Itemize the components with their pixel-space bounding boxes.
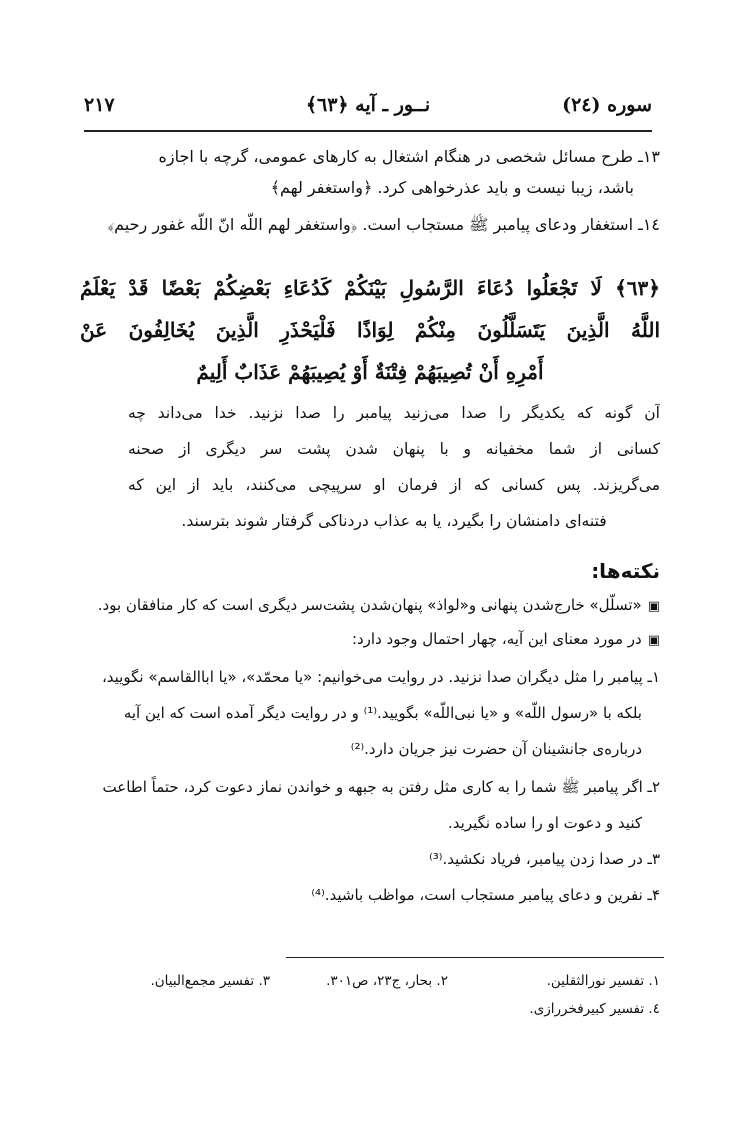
header-divider	[84, 130, 652, 132]
footnote-divider	[286, 957, 664, 958]
verse-line-2: اللَّهُ الَّذِينَ يَتَسَلَّلُونَ مِنْكُمْ لِوَاذًا فَلْيَحْذَرِ الَّذِينَ يُخَالِفُونَ عَنْ	[80, 318, 660, 342]
point-13-line-1: ١٣ـ طرح مسائل شخصی در هنگام اشتغال به کارهای عمومی، گرچه با اجازه	[158, 147, 660, 166]
bullet-square-icon: ▣	[647, 633, 660, 648]
numbered-note-1-line-2: بلکه با «رسول اللّه» و «یا نبی‌اللّه» بگویید.⁽¹⁾ و در روایت دیگر آمده است که این آیه	[123, 704, 642, 722]
point-13-line-2: باشد، زیبا نیست و باید عذرخواهی کرد. ﴿واستغفر لهم﴾	[270, 178, 634, 197]
verse-line-1: ﴿٦٣﴾ لَا تَجْعَلُوا دُعَاءَ الرَّسُولِ بَيْنَكُمْ كَدُعَاءِ بَعْضِكُمْ بَعْضًا قَدْ يَعْلَمُ	[80, 276, 660, 300]
translation-line-3: می‌گریزند. پس کسانی که از فرمان او سرپیچی می‌کنند، باید از این که	[128, 476, 660, 494]
numbered-note-2-line-2: کنید و دعوت او را ساده نگیرید.	[448, 814, 642, 832]
note-text: «تسلّل» خارج‌شدن پنهانی و«لواذ» پنهان‌شدن پشت‌سر دیگری است که کار منافقان بود.	[97, 596, 642, 614]
page-number: ٢١٧	[84, 94, 115, 116]
verse-reference: نــور ـ آيه ﴿٦٣﴾	[305, 94, 431, 116]
translation-line-4: فتنه‌ای دامنشان را بگیرد، یا به عذاب دردناکی گرفتار شوند بترسند.	[181, 512, 607, 530]
page-header	[84, 92, 652, 126]
numbered-note-3: ٣ـ در صدا زدن پیامبر، فریاد نکشید.⁽³⁾	[429, 850, 660, 868]
notes-heading: نکته‌ها:	[591, 559, 660, 583]
bullet-square-icon: ▣	[647, 599, 660, 614]
verse-line-3: أَمْرِهِ أَنْ تُصِيبَهُمْ فِتْنَةٌ أَوْ يُصِيبَهُمْ عَذَابٌ أَلِيمٌ	[196, 360, 544, 384]
numbered-note-4: ۴ـ نفرین و دعای پیامبر مستجاب است، مواظب باشید.⁽⁴⁾	[311, 886, 660, 904]
numbered-note-2-line-1: ٢ـ اگر پیامبر ﷺ شما را به کاری مثل رفتن به جبهه و خواندن نماز دعوت کرد، حتماً اطاعت	[102, 778, 660, 796]
footnote-1: ١. تفسیر نورالثقلین.	[546, 973, 660, 989]
footnote-2: ٢. بحار، ج٢٣، ص٣٠١.	[326, 973, 448, 989]
numbered-note-1-line-3: درباره‌ی جانشینان آن حضرت نیز جریان دارد.⁽²⁾	[350, 740, 642, 758]
note-text: در مورد معنای این آیه، چهار احتمال وجود دارد:	[351, 630, 642, 648]
translation-line-1: آن گونه که یکدیگر را صدا می‌زنید پیامبر را صدا نزنید. خدا می‌داند چه	[128, 404, 660, 422]
note-item	[74, 592, 660, 620]
point-14-line: ١٤ـ استغفار ودعای پیامبر ﷺ مستجاب است. ﴿واستغفر لهم اللّه انّ اللّه غفور رحیم﴾	[107, 215, 660, 234]
footnote-4: ٤. تفسیر کبیرفخررازی.	[529, 1001, 660, 1017]
sura-label: سوره (٢٤)	[562, 94, 652, 116]
note-item	[74, 626, 660, 654]
footnote-3: ٣. تفسیر مجمع‌البیان.	[150, 973, 270, 989]
translation-line-2: کسانی از شما مخفیانه و با پنهان شدن پشت سر دیگری از صحنه	[128, 440, 660, 458]
numbered-note-1-line-1: ١ـ پیامبر را مثل دیگران صدا نزنید. در روایت می‌خوانیم: «یا محمّد»، «یا اباالقاسم» نگویید،	[101, 668, 660, 686]
